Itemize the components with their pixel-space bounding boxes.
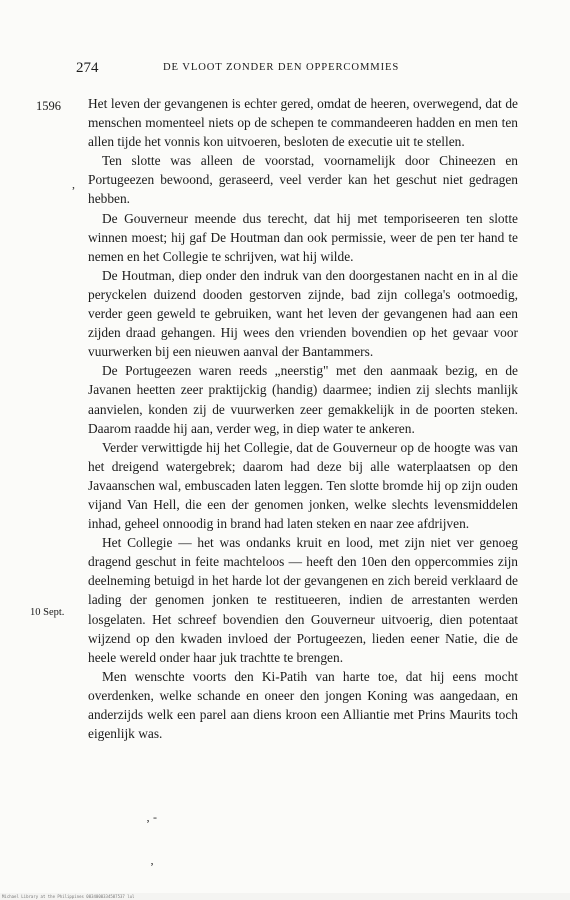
paragraph-8: Men wenschte voorts den Ki-Patih van harte toe, dat hij eens mocht overdenken, welke schande en oneer den jongen Koning was aangedaan, en anderzijds welk een parel aan diens kroon een Alliantie met Prins Maurits toch eigenlijk was. xyxy=(88,668,518,742)
paragraph-2: Ten slotte was alleen de voorstad, voornamelijk door Chineezen en Portugeezen bewoond, geraseerd, veel verder kan het geschut niet gedragen hebben. xyxy=(88,153,518,207)
running-title: DE VLOOT ZONDER DEN OPPERCOMMIES xyxy=(163,62,400,73)
print-speck: , xyxy=(72,177,75,191)
paragraph-1: Het leven der gevangenen is echter gered, omdat de heeren, overwegend, dat de menschen momenteel niets op de schepen te commandeeren hadden en men ten allen tijde het vonnis kon uitvoeren, besloten de executie uit te stellen. xyxy=(88,96,518,150)
page-number: 274 xyxy=(76,60,99,76)
page-header xyxy=(76,58,516,80)
paragraph-4: De Houtman, diep onder den indruk van den doorgestanen nacht en in al die peryckelen duizend dooden gestorven zijnde, bad zijn collega's ootmoedig, verder geen geweld te gebruiken, want het leven der gevangenen had aan een zijden draad gehangen. Hij wees den vrienden bovendien op het gevaar voor vuurwerken bij een nieuwen aanval der Bantammers. xyxy=(88,267,518,360)
print-speck: ‚ xyxy=(150,853,154,867)
margin-note-date: 10 Sept. xyxy=(30,607,65,618)
body-text xyxy=(88,94,518,743)
paragraph-6: Verder verwittigde hij het Collegie, dat de Gouverneur op de hoogte was van het dreigend watergebrek; daarom had deze bij alle waterplaatsen op den Javaanschen wal, embuscaden laten leggen. Ten slotte bromde hij op zijn ouden vijand Van Hell, die een der genomen jonken, welke slechts levensmiddelen inhad, geheel onnoodig in brand had laten steken en naar zee afdrijven. xyxy=(88,439,518,532)
paragraph-7: Het Collegie — het was ondanks kruit en lood, met zijn niet ver genoeg dragend geschut in feite machteloos — heeft den 10en den oppercommies zijn deelneming betuigd in het harde lot der gevangenen en zich bereid verklaard de lading der genomen jonken te restitueeren, indien de arrestanten werden losgelaten. Het schreef bovendien den Gouverneur uitvoerig, dien potentaat wijzend op den kwaden invloed der Portugeezen, lieden eener Natie, die de heele wereld onder haar juk trachtte te brengen. xyxy=(88,535,518,665)
paragraph-5: De Portugeezen waren reeds „neerstig" met den aanmaak bezig, en de Javanen heetten zeer praktijckig (handig) daarmee; indien zij slechts manlijk aanvielen, konden zij de vuurwerken zeer gemakkelijk in de poorten steken. Daarom raadde hij aan, verder weg, in diep water te ankeren. xyxy=(88,363,518,436)
margin-note-year: 1596 xyxy=(36,99,61,113)
scan-footer: Michael Library at the Philippines 0034000334507537 lul xyxy=(0,893,570,900)
print-speck: ‚ ‐ xyxy=(146,810,157,824)
paragraph-3: De Gouverneur meende dus terecht, dat hij met temporiseeren ten slotte winnen moest; hij gaf De Houtman dan ook permissie, weer de pen ter hand te nemen en het Collegie te schrijven, wat hij wilde. xyxy=(88,210,518,264)
